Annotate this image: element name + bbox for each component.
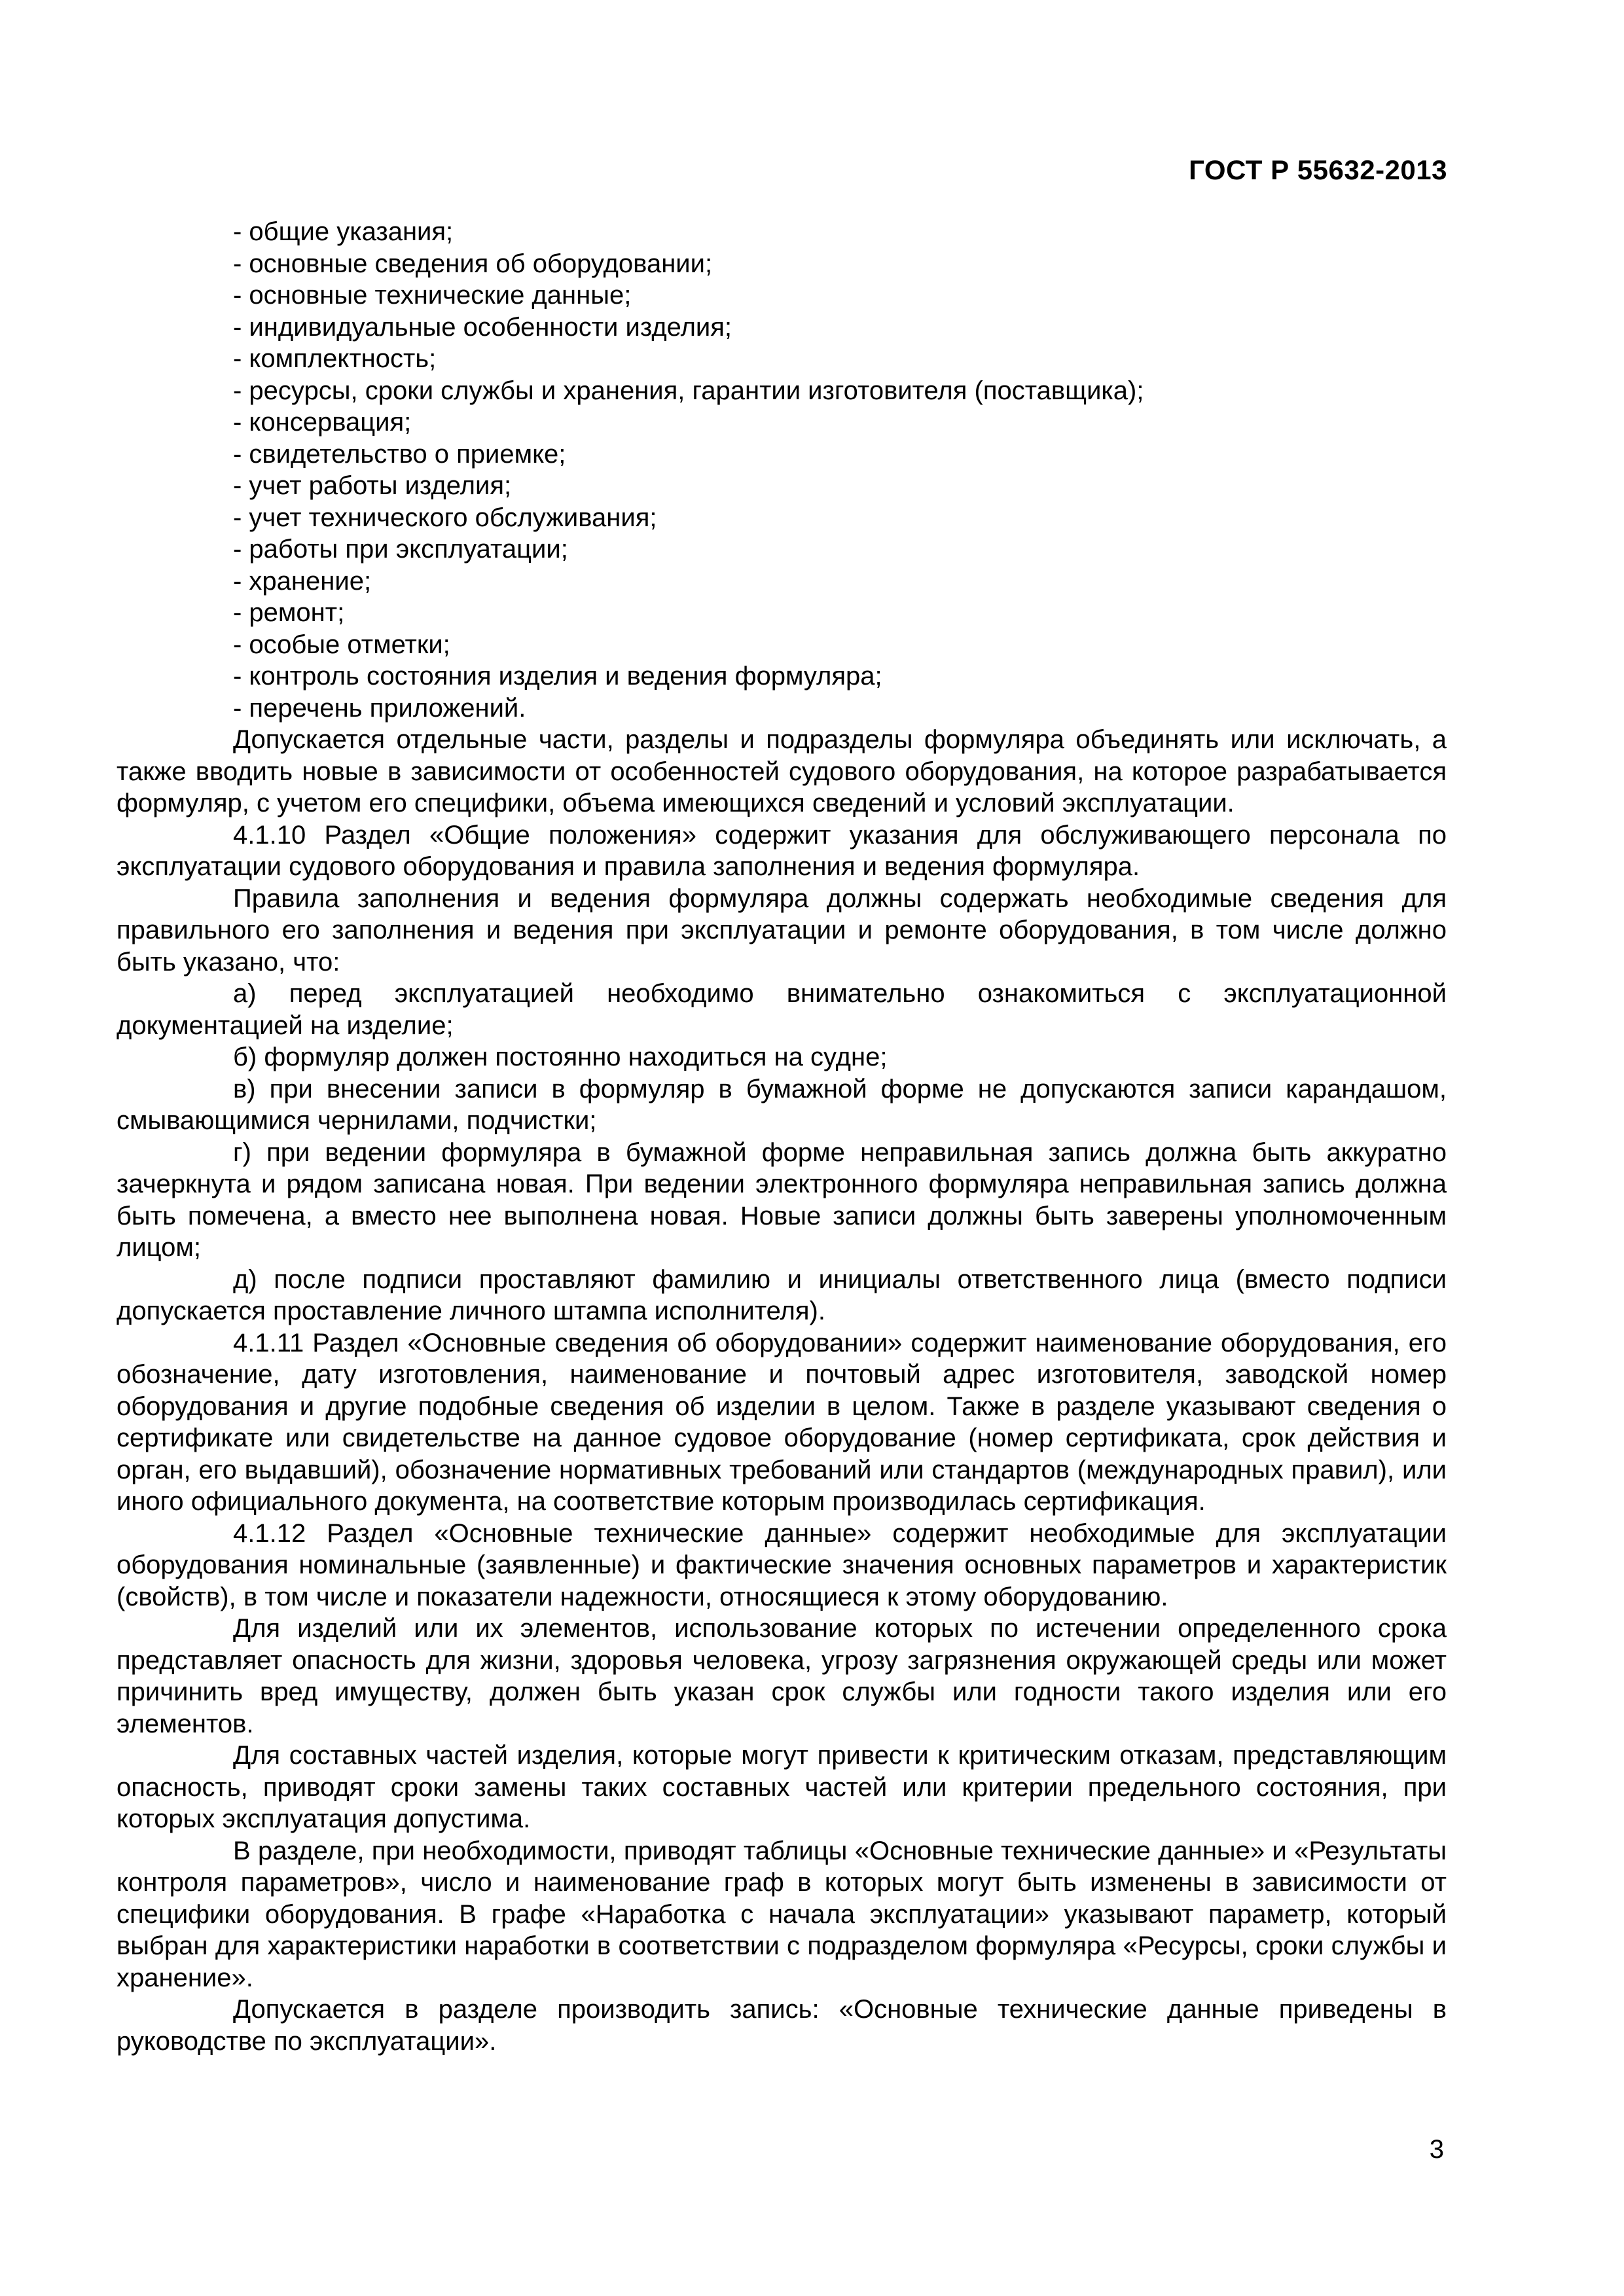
list-item: - консервация; <box>233 408 412 437</box>
paragraph: В разделе, при необходимости, приводят таблицы «Основные технические данные» и «Результаты контроля параметров», число и наименование граф в которых могут быть изменены в зависимости от специфики оборудования. В графе «Наработка с начала эксплуатации» указывают параметр, который выбран для характеристики наработки в соответствии с подразделом формуляра «Ресурсы, сроки службы и хранение». <box>117 1836 1447 1992</box>
list-item: - контроль состояния изделия и ведения формуляра; <box>233 662 882 691</box>
rule-item-g: г) при ведении формуляра в бумажной форме неправильная запись должна быть аккуратно зачеркнута и рядом записана новая. При ведении электронного формуляра неправильная запись должна быть помечена, а вместо нее выполнена новая. Новые записи должны быть заверены уполномоченным лицом; <box>117 1138 1447 1262</box>
rule-item-a: а) перед эксплуатацией необходимо внимательно ознакомиться с эксплуатационной документацией на изделие; <box>117 979 1447 1040</box>
paragraph-4-1-12: 4.1.12 Раздел «Основные технические данные» содержит необходимые для эксплуатации оборудования номинальные (заявленные) и фактические значения основных параметров и характеристик (свойств), в том числе и показатели надежности, относящиеся к этому оборудованию. <box>117 1518 1447 1611</box>
document-body <box>117 216 1447 2057</box>
list-item: - основные сведения об оборудовании; <box>233 249 713 278</box>
paragraph-4-1-10: 4.1.10 Раздел «Общие положения» содержит указания для обслуживающего персонала по эксплуатации судового оборудования и правила заполнения и ведения формуляра. <box>117 820 1447 881</box>
list-item: - работы при эксплуатации; <box>233 535 568 564</box>
paragraph: Допускается отдельные части, разделы и подразделы формуляра объединять или исключать, а также вводить новые в зависимости от особенностей судового оборудования, на которое разрабатывается формуляр, с учетом его специфики, объема имеющихся сведений и условий эксплуатации. <box>117 725 1447 817</box>
list-item: - ремонт; <box>233 598 345 627</box>
list-item: - хранение; <box>233 566 372 596</box>
paragraph-4-1-11: 4.1.11 Раздел «Основные сведения об оборудовании» содержит наименование оборудования, его обозначение, дату изготовления, наименование и почтовый адрес изготовителя, заводской номер оборудования и другие подобные сведения об изделии в целом. Также в разделе указывают сведения о сертификате или свидетельстве на данное судовое оборудование (номер сертификата, срок действия и орган, его выдавший), обозначение нормативных требований или стандартов (международных правил), или иного официального документа, на соответствие которым производилась сертификация. <box>117 1328 1447 1516</box>
document-code-header: ГОСТ Р 55632-2013 <box>1189 154 1447 185</box>
page-number: 3 <box>1429 2135 1444 2164</box>
list-item: - перечень приложений. <box>233 693 526 723</box>
paragraph: Допускается в разделе производить запись: «Основные технические данные приведены в руководстве по эксплуатации». <box>117 1995 1447 2056</box>
list-item: - особые отметки; <box>233 630 450 659</box>
list-item: - основные технические данные; <box>233 281 632 310</box>
paragraph: Для изделий или их элементов, использование которых по истечении определенного срока представляет опасность для жизни, здоровья человека, угрозу загрязнения окружающей среды или может причинить вред имуществу, должен быть указан срок службы или годности такого изделия или его элементов. <box>117 1614 1447 1738</box>
list-item: - общие указания; <box>233 217 454 246</box>
paragraph: Правила заполнения и ведения формуляра должны содержать необходимые сведения для правильного его заполнения и ведения при эксплуатации и ремонте оборудования, в том числе должно быть указано, что: <box>117 884 1447 977</box>
list-item: - учет технического обслуживания; <box>233 503 657 532</box>
list-item: - комплектность; <box>233 344 437 373</box>
list-item: - свидетельство о приемке; <box>233 439 566 469</box>
rule-item-d: д) после подписи проставляют фамилию и инициалы ответственного лица (вместо подписи допускается проставление личного штампа исполнителя). <box>117 1265 1447 1325</box>
list-item: - ресурсы, сроки службы и хранения, гарантии изготовителя (поставщика); <box>233 376 1144 405</box>
paragraph: Для составных частей изделия, которые могут привести к критическим отказам, представляющим опасность, приводят сроки замены таких составных частей или критерии предельного состояния, при которых эксплуатация допустима. <box>117 1741 1447 1833</box>
list-item: - индивидуальные особенности изделия; <box>233 312 732 342</box>
rule-item-b: б) формуляр должен постоянно находиться на судне; <box>233 1043 888 1071</box>
rule-item-v: в) при внесении записи в формуляр в бумажной форме не допускаются записи карандашом, смывающимися чернилами, подчистки; <box>117 1074 1447 1135</box>
list-item: - учет работы изделия; <box>233 471 512 500</box>
